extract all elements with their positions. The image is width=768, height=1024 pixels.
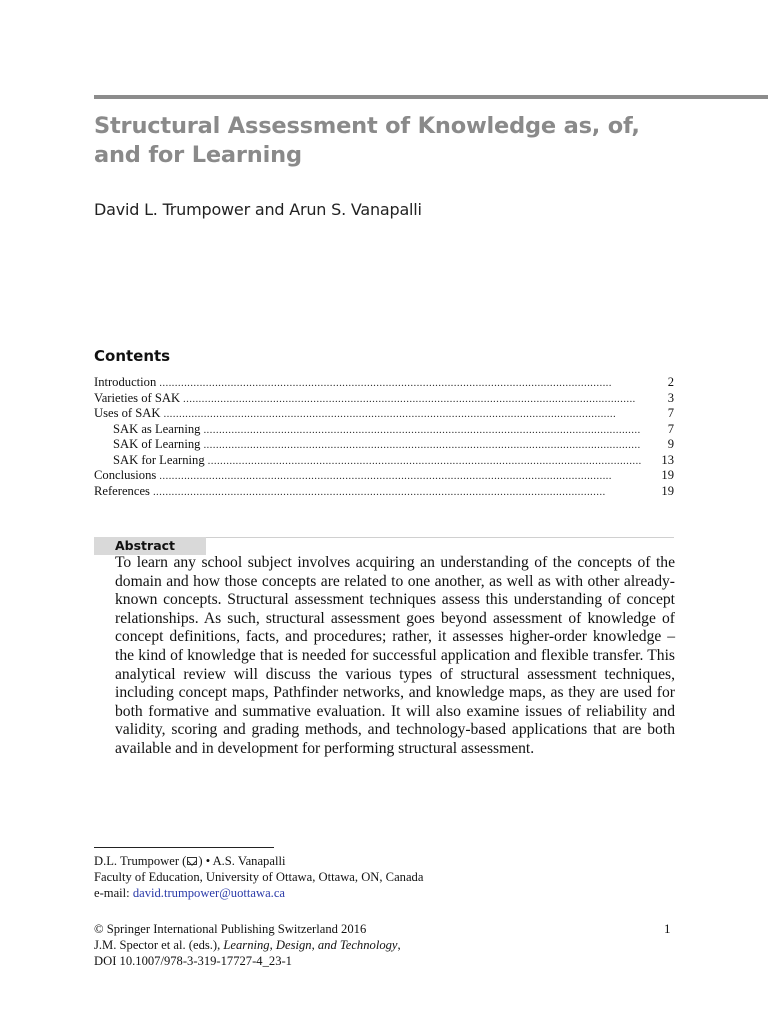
envelope-icon: [187, 857, 197, 865]
toc-entry[interactable]: [94, 422, 674, 438]
footnote-author2: ) • A.S. Vanapalli: [198, 854, 286, 868]
toc-page: 3: [667, 390, 674, 405]
contents-heading: Contents: [94, 347, 171, 365]
copyright-block: [94, 921, 401, 969]
toc-label: Varieties of SAK: [94, 390, 181, 405]
footnote-email-line: [94, 885, 423, 901]
abstract-text: To learn any school subject involves acquiring an understanding of the concepts of the domain and how those concepts are related to one another, as well as with other already-known concepts. Structural assessment techniques assess this understanding of concept relationships. As such, structural assessment goes beyond assessment of knowledge of concept definitions, facts, and procedures; rather, it assesses higher-order knowledge – the kind of knowledge that is needed for successful application and flexible transfer. This analytical review will discuss the various types of structural assessment techniques, including concept maps, Pathfinder networks, and knowledge maps, as they are used for both formative and summative evaluation. It will also examine issues of reliability and validity, scoring and grading methods, and technology-based applications that are both available and in development for performing structural assessment.: [115, 554, 675, 757]
toc-leader: [203, 423, 641, 439]
toc-leader: [183, 392, 641, 408]
toc-page: 13: [661, 452, 674, 467]
toc-page: 19: [661, 483, 674, 498]
toc-entry[interactable]: [94, 437, 674, 453]
book-title: Learning, Design, and Technology: [223, 938, 398, 952]
table-of-contents: [94, 375, 674, 499]
toc-page: 7: [667, 421, 674, 436]
toc-leader: [159, 376, 641, 392]
toc-label: Introduction: [94, 375, 157, 389]
toc-leader: [203, 438, 641, 454]
toc-page: 9: [667, 437, 674, 451]
copyright-line: © Springer International Publishing Switzerland 2016: [94, 922, 367, 936]
toc-entry[interactable]: [94, 391, 674, 407]
toc-label: Uses of SAK: [94, 406, 161, 420]
toc-label: References: [94, 483, 150, 498]
citation-editors: J.M. Spector et al. (eds.),: [94, 938, 224, 952]
page-number: 1: [664, 921, 671, 936]
toc-leader: [208, 454, 641, 470]
footnote-authors: [94, 853, 423, 869]
footnote-author1: D.L. Trumpower (: [94, 854, 187, 868]
toc-label: SAK for Learning: [113, 452, 205, 467]
toc-entry[interactable]: [94, 484, 674, 500]
toc-label: Conclusions: [94, 468, 157, 482]
abstract-label: Abstract: [94, 537, 206, 555]
toc-page: 2: [667, 375, 674, 389]
toc-leader: [163, 407, 641, 423]
toc-label: SAK as Learning: [113, 421, 201, 436]
footnote-rule: [94, 847, 274, 848]
chapter-title: Structural Assessment of Knowledge as, of, and for Learning: [94, 113, 640, 168]
toc-leader: [159, 469, 641, 485]
citation-suffix: ,: [397, 938, 401, 952]
abstract-rule: [206, 537, 674, 538]
toc-page: 19: [661, 468, 674, 482]
toc-leader: [153, 485, 641, 501]
doi-line: DOI 10.1007/978-3-319-17727-4_23-1: [94, 954, 292, 968]
footnote-affiliation: Faculty of Education, University of Ottawa, Ottawa, ON, Canada: [94, 870, 424, 884]
toc-page: 7: [667, 406, 674, 420]
toc-entry[interactable]: [94, 375, 674, 391]
chapter-authors: David L. Trumpower and Arun S. Vanapalli: [94, 200, 422, 219]
top-rule: [94, 95, 768, 99]
email-label: e-mail:: [94, 886, 133, 900]
toc-entry[interactable]: [94, 406, 674, 422]
toc-label: SAK of Learning: [113, 437, 201, 451]
toc-entry[interactable]: [94, 468, 674, 484]
toc-entry[interactable]: [94, 453, 674, 469]
author-footnote: [94, 853, 423, 901]
email-link[interactable]: david.trumpower@uottawa.ca: [132, 886, 286, 900]
citation-line: [94, 937, 401, 953]
